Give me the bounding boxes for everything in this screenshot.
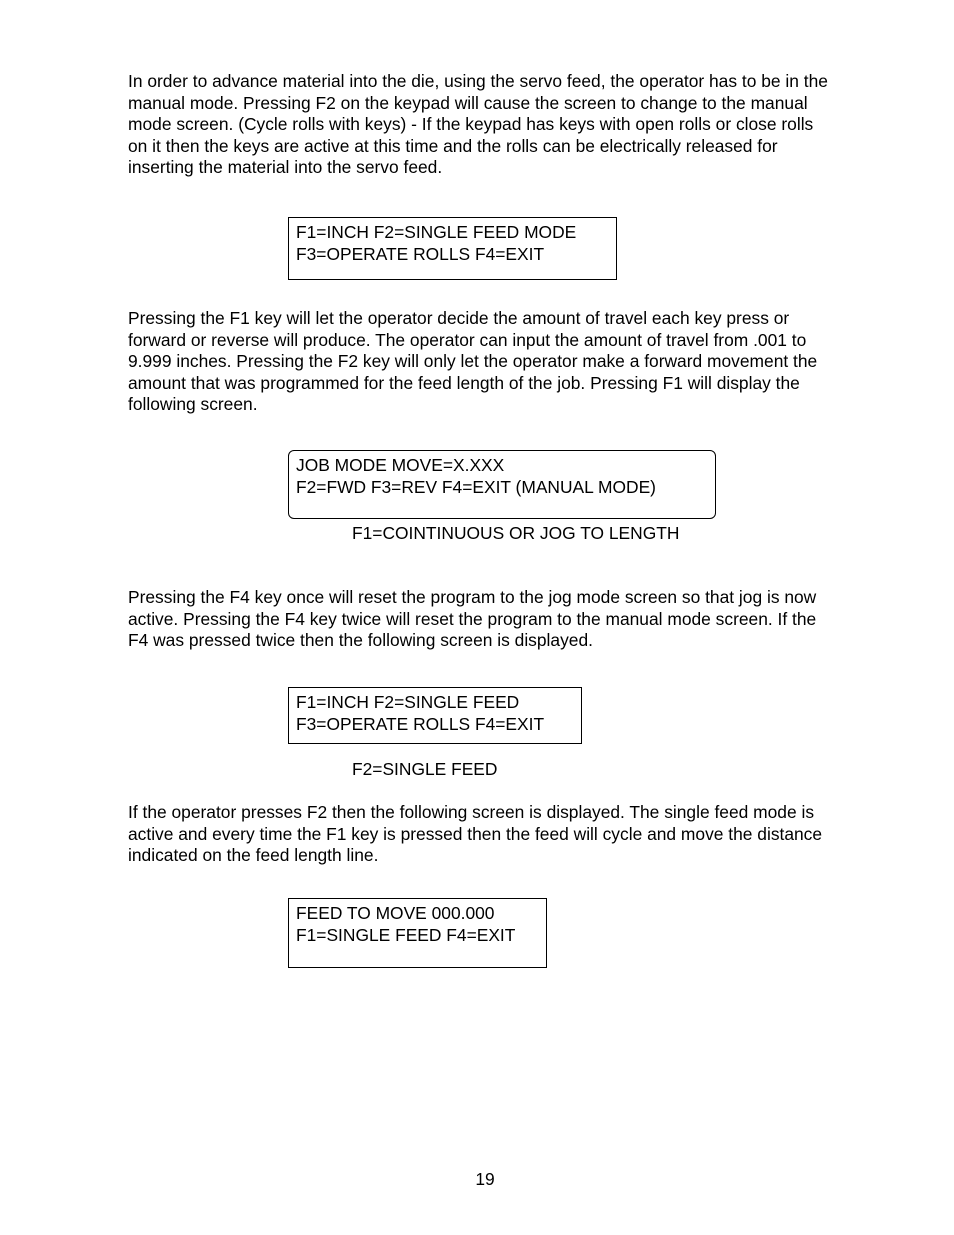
screen-line: F1=INCH F2=SINGLE FEED: [296, 692, 520, 712]
paragraph-manual-mode: In order to advance material into the die, using the servo feed, the operator has to be in the manual mode. Pressing F2 on the keypad will cause the screen to change to the manual mode screen. (Cycle rolls with keys) - If the keypad has keys with open rolls or close rolls on it then the keys are active at this time and the rolls can be electrically released for inserting the material into the servo feed.: [128, 71, 828, 177]
screen-line: F3=OPERATE ROLLS F4=EXIT: [296, 244, 545, 264]
screen-job-mode-move: [288, 450, 716, 519]
caption-single-feed: F2=SINGLE FEED: [352, 759, 498, 779]
screen-line: FEED TO MOVE 000.000: [296, 903, 495, 923]
screen-line: F2=FWD F3=REV F4=EXIT (MANUAL MODE): [296, 477, 656, 497]
screen-line: F1=SINGLE FEED F4=EXIT: [296, 925, 516, 945]
screen-manual-mode-2: [288, 687, 582, 744]
page-number: 19: [475, 1169, 495, 1189]
paragraph-f4-key: Pressing the F4 key once will reset the program to the jog mode screen so that jog is now active. Pressing the F4 key twice will reset the program to the manual mode screen. If the F4 was pressed twice then the following screen is displayed.: [128, 587, 817, 650]
screen-line: F3=OPERATE ROLLS F4=EXIT: [296, 714, 545, 734]
paragraph-f1-key: Pressing the F1 key will let the operator decide the amount of travel each key press or forward or reverse will produce. The operator can input the amount of travel from .001 to 9.999 inches. Pressing the F2 key will only let the operator make a forward movement the amount that was programmed for the feed length of the job. Pressing F1 will display the following screen.: [128, 308, 818, 414]
screen-line: F1=INCH F2=SINGLE FEED MODE: [296, 222, 577, 242]
caption-continuous-jog: F1=COINTINUOUS OR JOG TO LENGTH: [352, 523, 680, 543]
screen-feed-to-move: [288, 898, 547, 968]
screen-line: JOB MODE MOVE=X.XXX: [296, 455, 505, 475]
paragraph-single-feed: If the operator presses F2 then the following screen is displayed. The single feed mode is active and every time the F1 key is pressed then the feed will cycle and move the distance indicated on the feed length line.: [128, 802, 823, 865]
screen-manual-mode: [288, 217, 617, 280]
